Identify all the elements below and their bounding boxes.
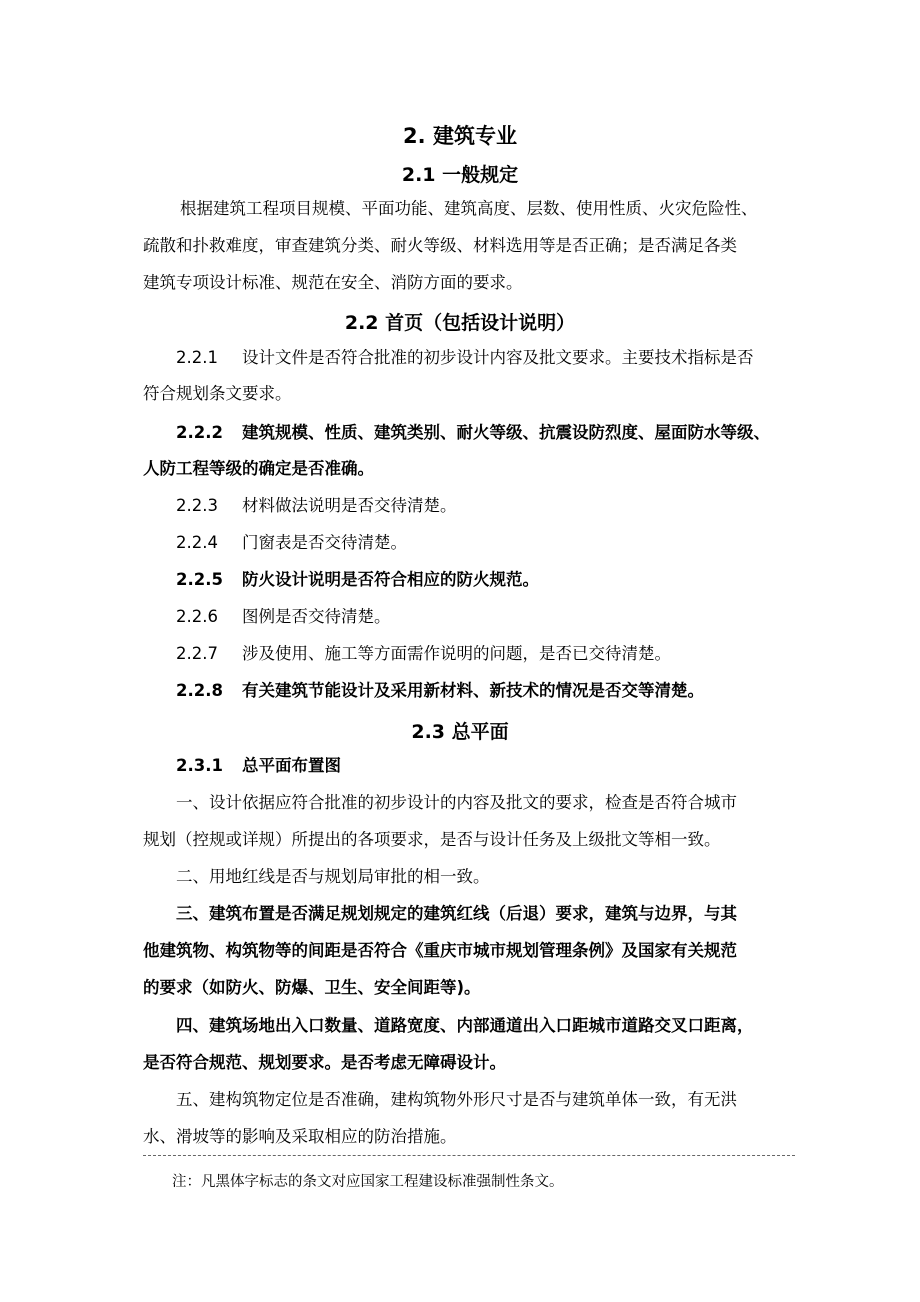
- clause-text: 设计文件是否符合批准的初步设计内容及批文要求。主要技术指标是否: [242, 348, 754, 367]
- clause-text: 防火设计说明是否符合相应的防火规范。: [242, 570, 539, 589]
- clause-number: 2.2.8: [176, 681, 223, 700]
- footnote-divider: [143, 1155, 795, 1156]
- subsection-title: 总平面布置图: [242, 756, 341, 775]
- clause-text: 有关建筑节能设计及采用新材料、新技术的情况是否交等清楚。: [242, 681, 704, 700]
- clause-text: 材料做法说明是否交待清楚。: [242, 496, 457, 515]
- section-heading-2-2: 2.2 首页（包括设计说明）: [344, 312, 576, 334]
- clause-2-2-6: [176, 607, 391, 627]
- clause-2-2-1: [176, 348, 754, 368]
- subsection-2-3-1: [176, 756, 341, 776]
- paragraph-line: 是否符合规范、规划要求。是否考虑无障碍设计。: [143, 1053, 506, 1072]
- clause-text: 图例是否交待清楚。: [242, 607, 391, 626]
- clause-number: 2.2.5: [176, 570, 223, 589]
- clause-number: 2.2.6: [176, 607, 218, 626]
- clause-2-2-2: [176, 423, 770, 443]
- clause-number: 2.2.2: [176, 423, 223, 442]
- paragraph-line: 根据建筑工程项目规模、平面功能、建筑高度、层数、使用性质、火灾危险性、: [180, 199, 758, 218]
- chapter-title: 2. 建筑专业: [403, 124, 517, 148]
- paragraph-line: 的要求（如防火、防爆、卫生、安全间距等)。: [143, 978, 481, 997]
- clause-number: 2.2.3: [176, 496, 218, 515]
- paragraph-line: 他建筑物、构筑物等的间距是否符合《重庆市城市规划管理条例》及国家有关规范: [143, 941, 737, 960]
- clause-text: 门窗表是否交待清楚。: [242, 533, 407, 552]
- paragraph-line: 二、用地红线是否与规划局审批的相一致。: [176, 867, 490, 886]
- paragraph-line: 规划（控规或详规）所提出的各项要求，是否与设计任务及上级批文等相一致。: [143, 830, 721, 849]
- clause-2-2-7: [176, 644, 671, 664]
- section-heading-2-1: 2.1 一般规定: [401, 164, 519, 186]
- paragraph-line: 一、设计依据应符合批准的初步设计的内容及批文的要求，检查是否符合城市: [176, 793, 737, 812]
- footnote: 注：凡黑体字标志的条文对应国家工程建设标准强制性条文。: [172, 1174, 564, 1190]
- clause-2-2-5: [176, 570, 539, 590]
- clause-2-2-4: [176, 533, 407, 553]
- clause-text: 建筑规模、性质、建筑类别、耐火等级、抗震设防烈度、屋面防水等级、: [242, 423, 770, 442]
- clause-number: 2.2.4: [176, 533, 218, 552]
- clause-text: 涉及使用、施工等方面需作说明的问题，是否已交待清楚。: [242, 644, 671, 663]
- clause-number: 2.2.1: [176, 348, 218, 367]
- paragraph-line: 建筑专项设计标准、规范在安全、消防方面的要求。: [143, 273, 523, 292]
- paragraph-line: 三、建筑布置是否满足规划规定的建筑红线（后退）要求，建筑与边界，与其: [176, 904, 737, 923]
- paragraph-line: 疏散和扑救难度，审查建筑分类、耐火等级、材料选用等是否正确；是否满足各类: [143, 236, 737, 255]
- paragraph-line: 水、滑坡等的影响及采取相应的防治措施。: [143, 1127, 457, 1146]
- subsection-number: 2.3.1: [176, 756, 223, 775]
- clause-number: 2.2.7: [176, 644, 218, 663]
- clause-2-2-3: [176, 496, 457, 516]
- clause-continuation: 符合规划条文要求。: [143, 384, 292, 403]
- clause-continuation: 人防工程等级的确定是否准确。: [143, 459, 374, 478]
- paragraph-line: 四、建筑场地出入口数量、道路宽度、内部通道出入口距城市道路交叉口距离，: [176, 1016, 754, 1035]
- clause-2-2-8: [176, 681, 704, 701]
- paragraph-line: 五、建构筑物定位是否准确，建构筑物外形尺寸是否与建筑单体一致，有无洪: [176, 1090, 737, 1109]
- section-heading-2-3: 2.3 总平面: [411, 721, 509, 743]
